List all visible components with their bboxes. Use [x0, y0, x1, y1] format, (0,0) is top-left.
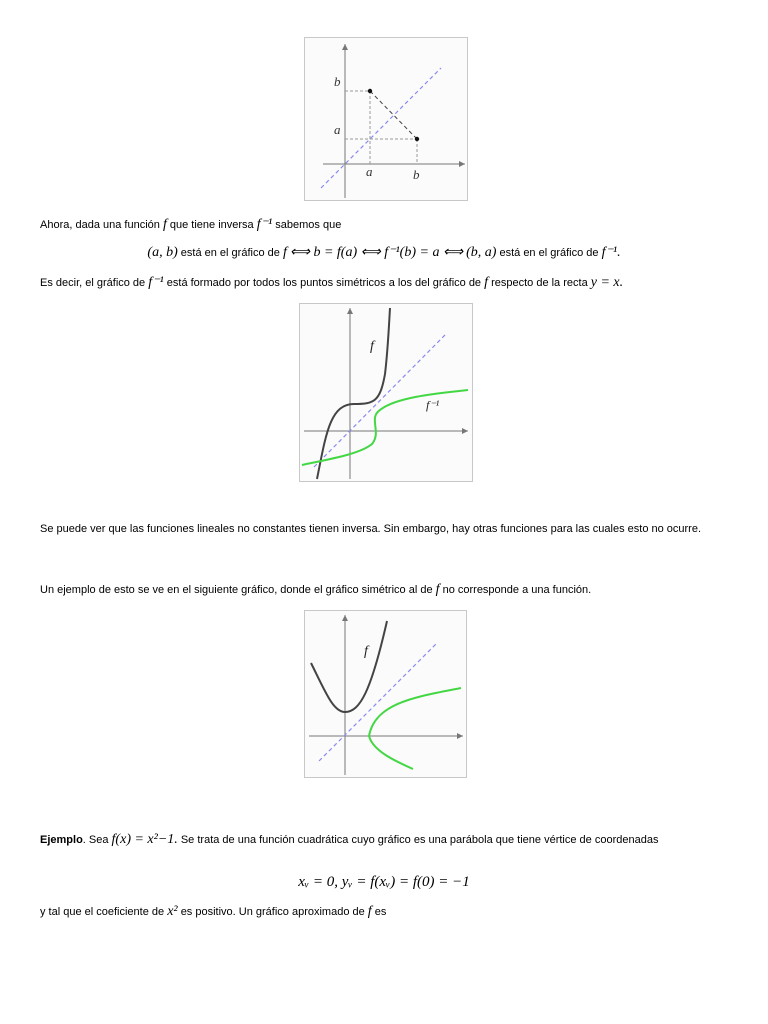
figure-function-and-inverse: [299, 303, 473, 482]
curve-parabola: [311, 621, 387, 712]
text-non-function-example: Un ejemplo de esto se ve en el siguiente gráfico, donde el gráfico simétrico al de f no corresponde a una función.: [40, 582, 592, 597]
label-b-x: b: [413, 167, 420, 182]
text-coefficient: y tal que el coeficiente de x² es positivo. Un gráfico aproximado de f es: [40, 904, 387, 919]
text-inverse-intro: Ahora, dada una función f que tiene inversa f⁻¹ sabemos que: [40, 217, 342, 232]
label-a-x: a: [366, 164, 373, 179]
text-example: Ejemplo. Sea f(x) = x²−1. Se trata de una función cuadrática cuyo gráfico es una parábola que tiene vértice de coordenadas: [40, 832, 659, 847]
curve-f-inverse: [302, 390, 468, 465]
label-b-y: b: [334, 74, 341, 89]
point-ab: [368, 89, 372, 93]
label-f-parabola: f: [364, 644, 368, 659]
label-a-y: a: [334, 122, 341, 137]
text-symmetric-description: Es decir, el gráfico de f⁻¹ está formado por todos los puntos simétricos a los del gráfico de f respecto de la recta y = x.: [40, 275, 624, 290]
label-f-inverse: f⁻¹: [426, 398, 440, 412]
formula-vertex: xᵥ = 0, yᵥ = f(xᵥ) = f(0) = −1: [298, 874, 470, 890]
formula-symmetry: (a, b) está en el gráfico de f ⟺ b = f(a) ⟺ f⁻¹(b) = a ⟺ (b, a) está en el gráfico de f⁻¹.: [147, 245, 621, 260]
figure-symmetric-points: [304, 37, 468, 201]
figure-parabola-symmetric: [304, 610, 467, 778]
label-f: f: [370, 339, 374, 354]
point-ba: [415, 137, 419, 141]
curve-sideways-parabola: [369, 688, 461, 769]
text-linear-functions: Se puede ver que las funciones lineales no constantes tienen inversa. Sin embargo, hay otras funciones para las cuales esto no ocurre.: [40, 523, 702, 535]
